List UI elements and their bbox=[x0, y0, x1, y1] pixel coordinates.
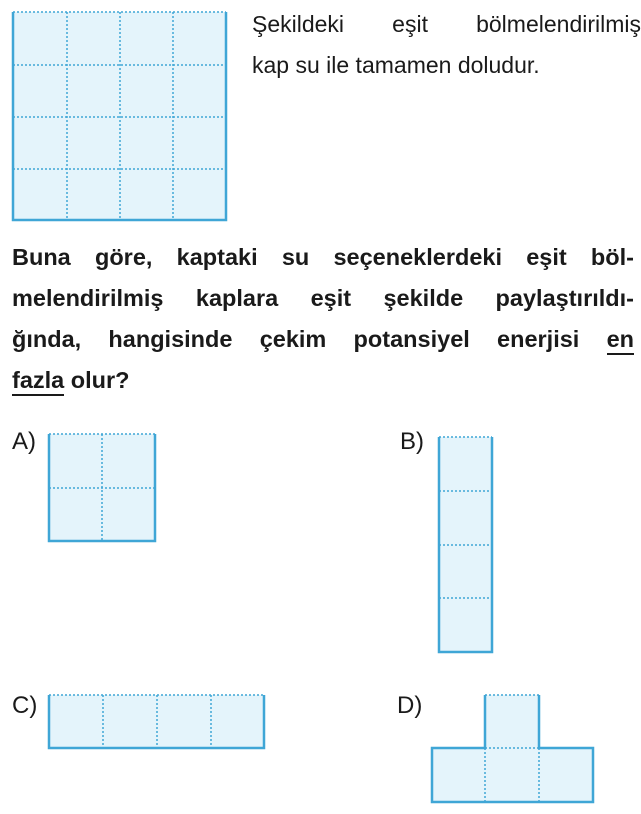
problem-description bbox=[252, 4, 641, 86]
question-text bbox=[12, 237, 634, 401]
emphasis-fazla: fazla bbox=[12, 367, 64, 396]
option-d-label[interactable]: D) bbox=[397, 692, 423, 719]
question-line-4 bbox=[12, 360, 634, 401]
question-line-2: melendirilmiş kaplara eşit şekilde paylaştırıldı- bbox=[12, 285, 634, 311]
question-line-1: Buna göre, kaptaki su seçeneklerdeki eşit böl- bbox=[12, 244, 634, 270]
question-line-3 bbox=[12, 319, 634, 360]
question-line-4-text: olur? bbox=[64, 367, 130, 393]
option-c-label[interactable]: C) bbox=[12, 692, 38, 719]
main-container-figure bbox=[13, 12, 226, 220]
option-a-label[interactable]: A) bbox=[12, 428, 36, 455]
emphasis-en: en bbox=[607, 326, 634, 355]
option-b-label[interactable]: B) bbox=[400, 428, 424, 455]
option-a-container-figure bbox=[49, 434, 155, 541]
question-line-3-text: ğında, hangisinde çekim potansiyel enerjisi bbox=[12, 326, 607, 352]
option-c-container-figure bbox=[49, 695, 264, 748]
option-b-container-figure bbox=[439, 437, 492, 652]
option-d-container-figure bbox=[432, 695, 593, 802]
description-line-2: kap su ile tamamen doludur. bbox=[252, 52, 540, 78]
description-line-1: Şekildeki eşit bölmelendirilmiş bbox=[252, 11, 641, 37]
